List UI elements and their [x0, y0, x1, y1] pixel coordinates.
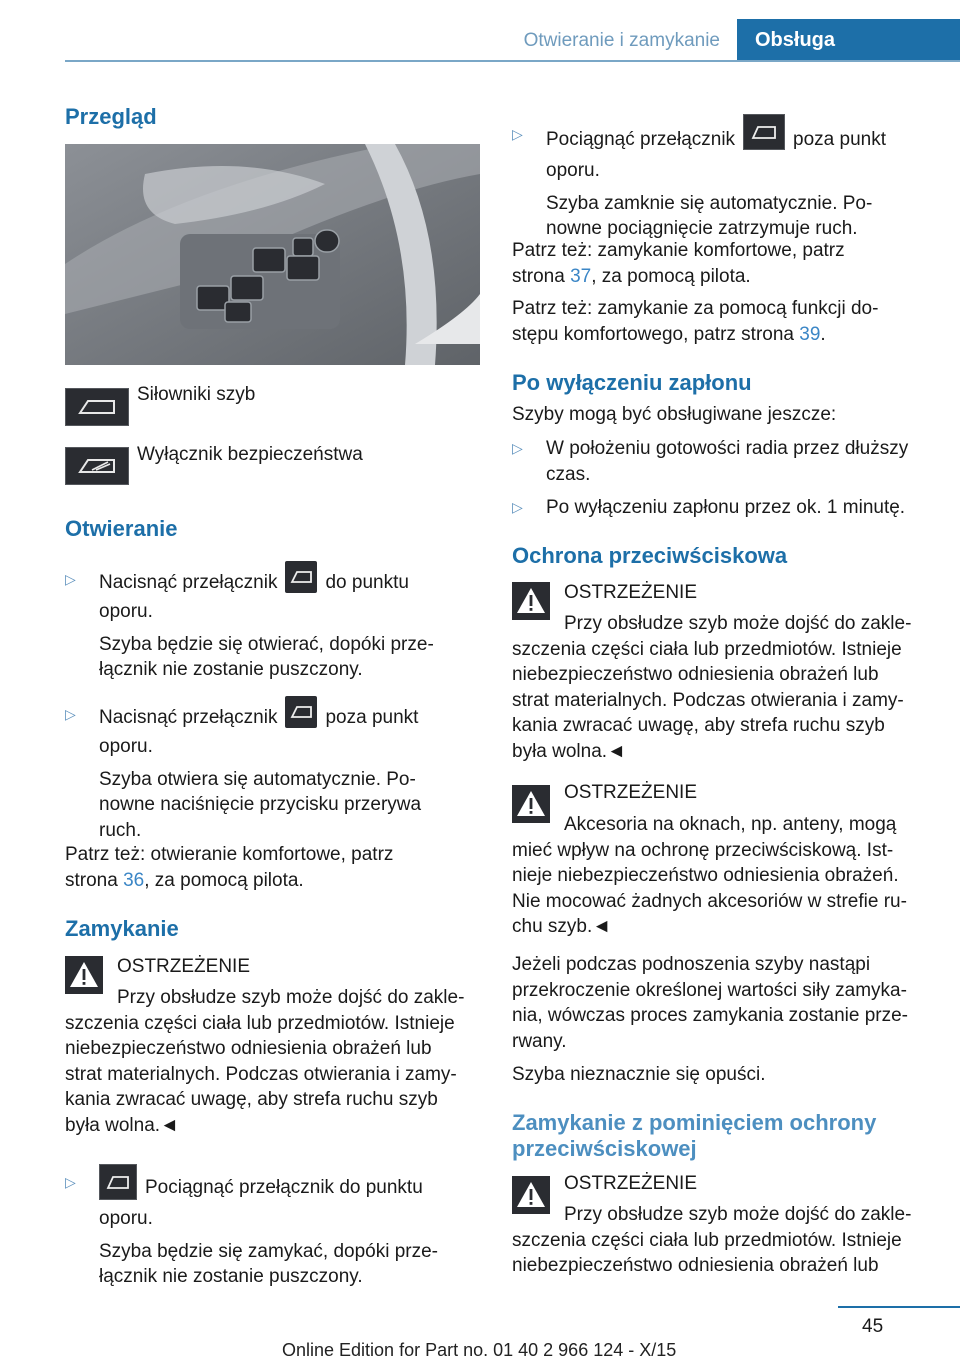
comfort-access-reference: Patrz też: zamykanie za pomocą funkcji do‐ stępu komfortowego, patrz strona 39. [512, 298, 879, 345]
header-section-title: Otwieranie i zamykanie [523, 30, 720, 51]
icon-caption-window-actuators: Siłowniki szyb [137, 384, 256, 405]
page-link-39[interactable]: 39 [799, 323, 821, 345]
warning-title: OSTRZEŻENIE [564, 582, 698, 603]
warning-title: OSTRZEŻENIE [564, 782, 698, 803]
window-switch-icon [285, 696, 317, 728]
comfort-closing-reference: Patrz też: zamykanie komfortowe, patrz strona 37, za pomocą pilota. [512, 240, 845, 287]
icon-caption-safety-switch: Wyłącznik bezpieczeństwa [137, 444, 363, 465]
window-switch-icon [65, 388, 129, 426]
window-switch-icon [285, 561, 317, 593]
warning-text: Przy obsłudze szyb może dojść do zakle‐ szczenia części ciała lub przedmiotów. Istnieje niebezpieczeństwo odniesienia obrażeń lub strat materialnych. Podczas otwierania i zamy‐ kania zwracać uwagę, aby strefa ruchu szyb była wolna.◄ [65, 987, 465, 1136]
bullet-triangle-icon: ▷ [512, 126, 523, 142]
header-rule [65, 60, 960, 62]
after-ignition-text: Szyby mogą być obsługiwane jeszcze: [512, 404, 837, 425]
window-switch-photo [65, 144, 480, 365]
window-switch-icon [743, 114, 785, 150]
after-ignition-heading: Po wyłączeniu zapłonu [512, 370, 752, 395]
bullet-triangle-icon: ▷ [65, 706, 76, 722]
safety-switch-icon [65, 447, 129, 485]
pinch-protection-heading: Ochrona przeciwściskowa [512, 543, 788, 568]
warning-title: OSTRZEŻENIE [564, 1173, 698, 1194]
header-chapter-tab[interactable]: Obsługa [737, 19, 960, 62]
warning-title: OSTRZEŻENIE [117, 956, 251, 977]
warning-text: Akcesoria na oknach, np. anteny, mogą mieć wpływ na ochronę przeciwściskową. Ist‐ nieje niebezpieczeństwo odniesienia obrażeń. Nie mocować żadnych akcesoriów w strefie ru‐ chu szyb.◄ [512, 814, 907, 937]
closing-heading: Zamykanie [65, 916, 179, 941]
bullet-triangle-icon: ▷ [65, 1174, 76, 1190]
page-number: 45 [862, 1316, 884, 1337]
page-header [0, 0, 960, 62]
bullet-triangle-icon: ▷ [512, 499, 523, 515]
opening-heading: Otwieranie [65, 516, 178, 541]
bullet-triangle-icon: ▷ [65, 571, 76, 587]
bypass-heading: Zamykanie z pominięciem ochrony przeciwściskowej [512, 1110, 877, 1161]
bullet-triangle-icon: ▷ [512, 440, 523, 456]
overview-heading: Przegląd [65, 104, 157, 129]
page-link-37[interactable]: 37 [570, 265, 592, 287]
footer-rule [838, 1306, 960, 1308]
window-switch-icon [99, 1164, 137, 1200]
page-link-36[interactable]: 36 [123, 869, 145, 891]
warning-text: Przy obsłudze szyb może dojść do zakle‐ szczenia części ciała lub przedmiotów. Istnieje niebezpieczeństwo odniesienia obrażeń lub [512, 1204, 912, 1276]
pinch-protection-text: Jeżeli podczas podnoszenia szyby nastąpi przekroczenie określonej wartości siły zamyka‐ nia, wówczas proces zamykania zostanie prze‐ rwany. Szyba nieznacznie się opuści. [512, 954, 909, 1085]
comfort-opening-reference: Patrz też: otwieranie komfortowe, patrz strona 36, za pomocą pilota. [65, 844, 394, 891]
edition-footer: Online Edition for Part no. 01 40 2 966 124 - X/15 [282, 1340, 677, 1360]
warning-text: Przy obsłudze szyb może dojść do zakle‐ szczenia części ciała lub przedmiotów. Istnieje niebezpieczeństwo odniesienia obrażeń lub strat materialnych. Podczas otwierania i zamy‐ kania zwracać uwagę, aby strefa ruchu szyb była wolna.◄ [512, 613, 912, 762]
